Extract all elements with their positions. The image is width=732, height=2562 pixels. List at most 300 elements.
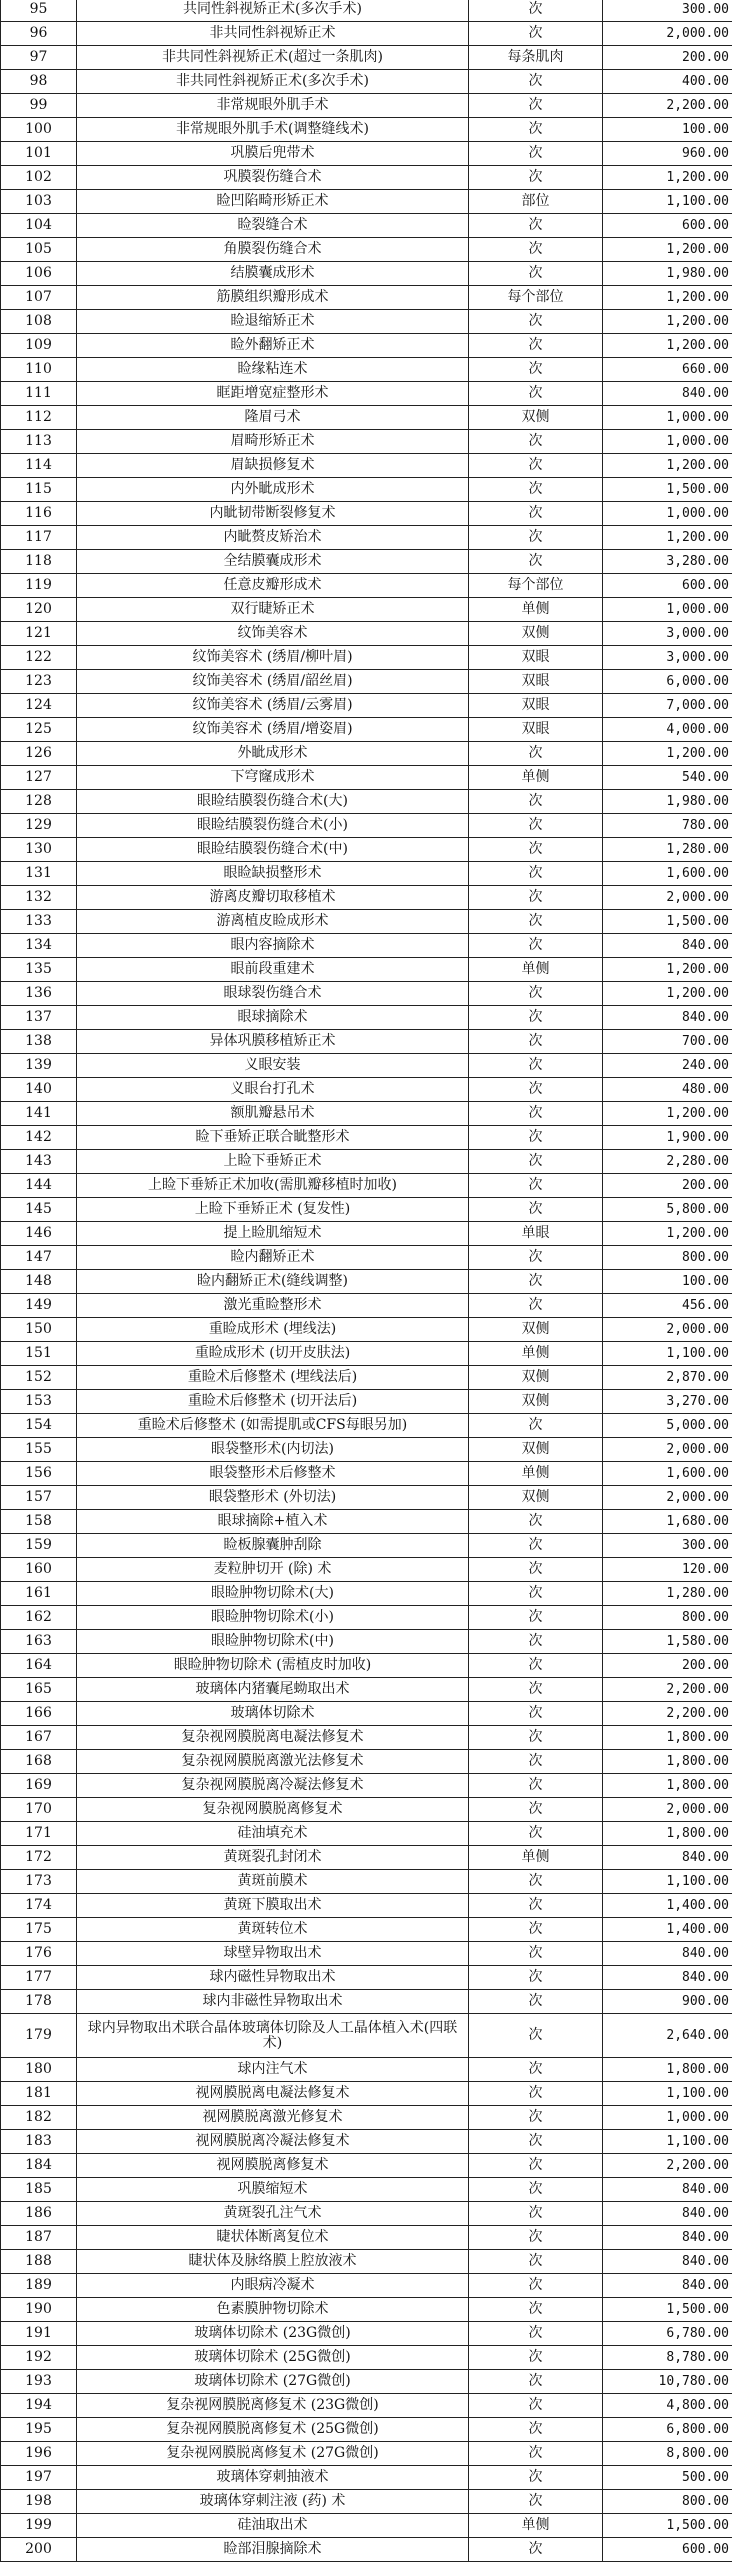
price: 1,000.00 — [603, 502, 732, 526]
price: 240.00 — [603, 1054, 732, 1078]
table-row — [1, 526, 732, 550]
unit: 次 — [469, 430, 603, 454]
row-number: 120 — [1, 598, 77, 622]
table-row — [1, 238, 732, 262]
table-row — [1, 454, 732, 478]
table-row — [1, 286, 732, 310]
table-row — [1, 670, 732, 694]
price: 1,280.00 — [603, 1582, 732, 1606]
procedure-name: 内眼病冷凝术 — [77, 2274, 469, 2298]
row-number: 187 — [1, 2226, 77, 2250]
price: 4,800.00 — [603, 2394, 732, 2418]
price: 456.00 — [603, 1294, 732, 1318]
row-number: 193 — [1, 2370, 77, 2394]
row-number: 111 — [1, 382, 77, 406]
price: 3,270.00 — [603, 1390, 732, 1414]
unit: 次 — [469, 142, 603, 166]
table-row — [1, 2442, 732, 2466]
price: 2,870.00 — [603, 1366, 732, 1390]
price: 1,200.00 — [603, 1222, 732, 1246]
unit: 次 — [469, 1198, 603, 1222]
table-row — [1, 1918, 732, 1942]
row-number: 195 — [1, 2418, 77, 2442]
unit: 次 — [469, 262, 603, 286]
procedure-name: 硅油取出术 — [77, 2514, 469, 2538]
table-row — [1, 2202, 732, 2226]
unit: 次 — [469, 2058, 603, 2082]
price: 840.00 — [603, 1006, 732, 1030]
table-row — [1, 2298, 732, 2322]
unit: 次 — [469, 1798, 603, 1822]
row-number: 101 — [1, 142, 77, 166]
table-row — [1, 166, 732, 190]
row-number: 112 — [1, 406, 77, 430]
procedure-name: 外眦成形术 — [77, 742, 469, 766]
table-row — [1, 2538, 732, 2562]
price: 1,900.00 — [603, 1126, 732, 1150]
unit: 次 — [469, 1078, 603, 1102]
procedure-name: 玻璃体切除术 (27G微创) — [77, 2370, 469, 2394]
unit: 单侧 — [469, 958, 603, 982]
price-list-body — [1, 0, 732, 2562]
unit: 次 — [469, 2082, 603, 2106]
price: 6,780.00 — [603, 2322, 732, 2346]
unit: 次 — [469, 358, 603, 382]
price: 1,200.00 — [603, 742, 732, 766]
procedure-name: 玻璃体切除术 (23G微创) — [77, 2322, 469, 2346]
procedure-name: 游离植皮睑成形术 — [77, 910, 469, 934]
row-number: 135 — [1, 958, 77, 982]
row-number: 132 — [1, 886, 77, 910]
price: 2,200.00 — [603, 1678, 732, 1702]
row-number: 191 — [1, 2322, 77, 2346]
unit: 次 — [469, 238, 603, 262]
table-row — [1, 1894, 732, 1918]
price: 500.00 — [603, 2466, 732, 2490]
row-number: 109 — [1, 334, 77, 358]
unit: 单侧 — [469, 1342, 603, 1366]
procedure-name: 麦粒肿切开 (除) 术 — [77, 1558, 469, 1582]
price: 1,800.00 — [603, 1774, 732, 1798]
price: 960.00 — [603, 142, 732, 166]
row-number: 199 — [1, 2514, 77, 2538]
procedure-name: 眼睑结膜裂伤缝合术(小) — [77, 814, 469, 838]
unit: 次 — [469, 1870, 603, 1894]
row-number: 167 — [1, 1726, 77, 1750]
table-row — [1, 574, 732, 598]
procedure-name: 眼球摘除术 — [77, 1006, 469, 1030]
table-row — [1, 1774, 732, 1798]
price: 6,000.00 — [603, 670, 732, 694]
unit: 次 — [469, 1894, 603, 1918]
table-row — [1, 1198, 732, 1222]
procedure-name: 玻璃体穿刺抽液术 — [77, 2466, 469, 2490]
procedure-name: 眉畸形矫正术 — [77, 430, 469, 454]
table-row — [1, 1846, 732, 1870]
price: 3,000.00 — [603, 646, 732, 670]
price: 1,680.00 — [603, 1510, 732, 1534]
row-number: 147 — [1, 1246, 77, 1270]
procedure-name: 睫状体断离复位术 — [77, 2226, 469, 2250]
price: 780.00 — [603, 814, 732, 838]
price: 1,200.00 — [603, 286, 732, 310]
row-number: 153 — [1, 1390, 77, 1414]
price: 3,000.00 — [603, 622, 732, 646]
table-row — [1, 22, 732, 46]
row-number: 105 — [1, 238, 77, 262]
table-row — [1, 1654, 732, 1678]
row-number: 189 — [1, 2274, 77, 2298]
table-row — [1, 2250, 732, 2274]
table-row — [1, 1966, 732, 1990]
unit: 次 — [469, 1126, 603, 1150]
unit: 次 — [469, 70, 603, 94]
procedure-name: 纹饰美容术 (绣眉/增姿眉) — [77, 718, 469, 742]
procedure-name: 复杂视网膜脱离修复术 — [77, 1798, 469, 1822]
table-row — [1, 1030, 732, 1054]
price: 1,000.00 — [603, 406, 732, 430]
row-number: 157 — [1, 1486, 77, 1510]
row-number: 143 — [1, 1150, 77, 1174]
row-number: 186 — [1, 2202, 77, 2226]
table-row — [1, 70, 732, 94]
unit: 次 — [469, 1558, 603, 1582]
price: 1,100.00 — [603, 2130, 732, 2154]
row-number: 117 — [1, 526, 77, 550]
unit: 双侧 — [469, 1318, 603, 1342]
procedure-name: 非常规眼外肌手术 — [77, 94, 469, 118]
unit: 双侧 — [469, 622, 603, 646]
table-row — [1, 886, 732, 910]
price: 1,980.00 — [603, 262, 732, 286]
unit: 次 — [469, 910, 603, 934]
price: 200.00 — [603, 1174, 732, 1198]
procedure-name: 纹饰美容术 (绣眉/柳叶眉) — [77, 646, 469, 670]
unit: 次 — [469, 1774, 603, 1798]
procedure-name: 眼睑肿物切除术(大) — [77, 1582, 469, 1606]
unit: 次 — [469, 2178, 603, 2202]
procedure-name: 眼球摘除+植入术 — [77, 1510, 469, 1534]
unit: 次 — [469, 2014, 603, 2058]
table-row — [1, 2178, 732, 2202]
row-number: 141 — [1, 1102, 77, 1126]
price: 1,200.00 — [603, 958, 732, 982]
table-row — [1, 2322, 732, 2346]
row-number: 150 — [1, 1318, 77, 1342]
table-row — [1, 2466, 732, 2490]
table-row — [1, 1582, 732, 1606]
row-number: 96 — [1, 22, 77, 46]
table-row — [1, 766, 732, 790]
unit: 次 — [469, 2226, 603, 2250]
row-number: 124 — [1, 694, 77, 718]
unit: 次 — [469, 1630, 603, 1654]
unit: 次 — [469, 1582, 603, 1606]
procedure-name: 内眦赘皮矫治术 — [77, 526, 469, 550]
row-number: 114 — [1, 454, 77, 478]
row-number: 119 — [1, 574, 77, 598]
procedure-name: 玻璃体切除术 (25G微创) — [77, 2346, 469, 2370]
price: 900.00 — [603, 1990, 732, 2014]
procedure-name: 纹饰美容术 (绣眉/云雾眉) — [77, 694, 469, 718]
price: 1,000.00 — [603, 598, 732, 622]
price: 8,780.00 — [603, 2346, 732, 2370]
procedure-name: 重睑术后修整术 (埋线法后) — [77, 1366, 469, 1390]
procedure-name: 色素膜肿物切除术 — [77, 2298, 469, 2322]
unit: 次 — [469, 0, 603, 22]
price: 1,580.00 — [603, 1630, 732, 1654]
table-row — [1, 190, 732, 214]
row-number: 198 — [1, 2490, 77, 2514]
table-row — [1, 598, 732, 622]
procedure-name: 黄斑前膜术 — [77, 1870, 469, 1894]
row-number: 95 — [1, 0, 77, 22]
procedure-name: 内外眦成形术 — [77, 478, 469, 502]
price: 5,000.00 — [603, 1414, 732, 1438]
price: 1,500.00 — [603, 478, 732, 502]
row-number: 127 — [1, 766, 77, 790]
unit: 次 — [469, 550, 603, 574]
price: 8,800.00 — [603, 2442, 732, 2466]
table-row — [1, 1414, 732, 1438]
price: 1,800.00 — [603, 1726, 732, 1750]
procedure-name: 黄斑裂孔注气术 — [77, 2202, 469, 2226]
unit: 次 — [469, 2106, 603, 2130]
table-row — [1, 1270, 732, 1294]
row-number: 137 — [1, 1006, 77, 1030]
row-number: 146 — [1, 1222, 77, 1246]
price: 1,200.00 — [603, 310, 732, 334]
price: 1,100.00 — [603, 2082, 732, 2106]
procedure-name: 重睑成形术 (切开皮肤法) — [77, 1342, 469, 1366]
procedure-name: 眼袋整形术 (外切法) — [77, 1486, 469, 1510]
procedure-name: 黄斑下膜取出术 — [77, 1894, 469, 1918]
row-number: 170 — [1, 1798, 77, 1822]
row-number: 160 — [1, 1558, 77, 1582]
table-row — [1, 2106, 732, 2130]
table-row — [1, 334, 732, 358]
row-number: 123 — [1, 670, 77, 694]
price: 1,200.00 — [603, 238, 732, 262]
row-number: 197 — [1, 2466, 77, 2490]
table-row — [1, 0, 732, 22]
price: 1,200.00 — [603, 454, 732, 478]
unit: 次 — [469, 982, 603, 1006]
table-row — [1, 502, 732, 526]
procedure-name: 重睑术后修整术 (切开法后) — [77, 1390, 469, 1414]
unit: 次 — [469, 310, 603, 334]
procedure-name: 重睑成形术 (埋线法) — [77, 1318, 469, 1342]
row-number: 196 — [1, 2442, 77, 2466]
unit: 次 — [469, 2418, 603, 2442]
unit: 次 — [469, 1654, 603, 1678]
row-number: 126 — [1, 742, 77, 766]
table-row — [1, 310, 732, 334]
row-number: 166 — [1, 1702, 77, 1726]
table-row — [1, 1798, 732, 1822]
procedure-name: 睑下垂矫正联合眦整形术 — [77, 1126, 469, 1150]
price: 540.00 — [603, 766, 732, 790]
procedure-name: 非共同性斜视矫正术 — [77, 22, 469, 46]
procedure-name: 玻璃体切除术 — [77, 1702, 469, 1726]
table-row — [1, 262, 732, 286]
price: 1,200.00 — [603, 166, 732, 190]
table-row — [1, 2082, 732, 2106]
row-number: 161 — [1, 1582, 77, 1606]
table-row — [1, 118, 732, 142]
table-row — [1, 1510, 732, 1534]
table-row — [1, 2346, 732, 2370]
price: 2,200.00 — [603, 2154, 732, 2178]
price: 2,000.00 — [603, 1486, 732, 1510]
unit: 次 — [469, 1702, 603, 1726]
row-number: 102 — [1, 166, 77, 190]
price: 600.00 — [603, 2538, 732, 2562]
unit: 次 — [469, 838, 603, 862]
procedure-name: 球壁异物取出术 — [77, 1942, 469, 1966]
row-number: 99 — [1, 94, 77, 118]
row-number: 174 — [1, 1894, 77, 1918]
unit: 次 — [469, 2538, 603, 2562]
table-row — [1, 1558, 732, 1582]
table-row — [1, 550, 732, 574]
procedure-name: 内眦韧带断裂修复术 — [77, 502, 469, 526]
procedure-name: 黄斑转位术 — [77, 1918, 469, 1942]
unit: 次 — [469, 1534, 603, 1558]
procedure-name: 眼睑结膜裂伤缝合术(大) — [77, 790, 469, 814]
table-row — [1, 934, 732, 958]
procedure-name: 睑板腺囊肿刮除 — [77, 1534, 469, 1558]
row-number: 179 — [1, 2014, 77, 2058]
table-row — [1, 1390, 732, 1414]
table-row — [1, 1438, 732, 1462]
unit: 每个部位 — [469, 286, 603, 310]
table-row — [1, 1366, 732, 1390]
row-number: 192 — [1, 2346, 77, 2370]
price: 1,500.00 — [603, 2298, 732, 2322]
unit: 次 — [469, 2202, 603, 2226]
table-row — [1, 1726, 732, 1750]
procedure-name: 非共同性斜视矫正术(多次手术) — [77, 70, 469, 94]
price: 2,200.00 — [603, 94, 732, 118]
row-number: 138 — [1, 1030, 77, 1054]
price: 1,800.00 — [603, 1822, 732, 1846]
price: 840.00 — [603, 2178, 732, 2202]
procedure-name: 视网膜脱离电凝法修复术 — [77, 2082, 469, 2106]
table-row — [1, 1318, 732, 1342]
table-row — [1, 1150, 732, 1174]
table-row — [1, 2014, 732, 2058]
price: 200.00 — [603, 46, 732, 70]
table-row — [1, 214, 732, 238]
row-number: 98 — [1, 70, 77, 94]
price: 600.00 — [603, 574, 732, 598]
procedure-name: 额肌瓣悬吊术 — [77, 1102, 469, 1126]
row-number: 118 — [1, 550, 77, 574]
row-number: 110 — [1, 358, 77, 382]
procedure-name: 义眼台打孔术 — [77, 1078, 469, 1102]
unit: 次 — [469, 1030, 603, 1054]
procedure-name: 任意皮瓣形成术 — [77, 574, 469, 598]
price: 1,100.00 — [603, 1870, 732, 1894]
price: 300.00 — [603, 0, 732, 22]
unit: 次 — [469, 1990, 603, 2014]
procedure-name: 睑裂缝合术 — [77, 214, 469, 238]
unit: 单侧 — [469, 598, 603, 622]
table-row — [1, 982, 732, 1006]
unit: 次 — [469, 2154, 603, 2178]
row-number: 172 — [1, 1846, 77, 1870]
unit: 双眼 — [469, 646, 603, 670]
row-number: 158 — [1, 1510, 77, 1534]
unit: 双侧 — [469, 1486, 603, 1510]
unit: 次 — [469, 1006, 603, 1030]
row-number: 129 — [1, 814, 77, 838]
table-row — [1, 1054, 732, 1078]
unit: 单眼 — [469, 1222, 603, 1246]
price: 840.00 — [603, 382, 732, 406]
unit: 次 — [469, 2322, 603, 2346]
price: 1,000.00 — [603, 430, 732, 454]
price: 1,200.00 — [603, 1102, 732, 1126]
table-row — [1, 406, 732, 430]
price: 840.00 — [603, 2250, 732, 2274]
price: 840.00 — [603, 2274, 732, 2298]
unit: 部位 — [469, 190, 603, 214]
price: 1,280.00 — [603, 838, 732, 862]
table-row — [1, 862, 732, 886]
row-number: 184 — [1, 2154, 77, 2178]
unit: 次 — [469, 1246, 603, 1270]
price: 1,980.00 — [603, 790, 732, 814]
row-number: 159 — [1, 1534, 77, 1558]
price: 840.00 — [603, 934, 732, 958]
procedure-name: 上睑下垂矫正术加收(需肌瓣移植时加收) — [77, 1174, 469, 1198]
unit: 双侧 — [469, 406, 603, 430]
row-number: 149 — [1, 1294, 77, 1318]
row-number: 136 — [1, 982, 77, 1006]
price: 2,000.00 — [603, 1798, 732, 1822]
procedure-name: 游离皮瓣切取移植术 — [77, 886, 469, 910]
table-row — [1, 1870, 732, 1894]
price: 3,280.00 — [603, 550, 732, 574]
procedure-name: 筋膜组织瓣形成术 — [77, 286, 469, 310]
price: 840.00 — [603, 2202, 732, 2226]
table-row — [1, 814, 732, 838]
price: 6,800.00 — [603, 2418, 732, 2442]
unit: 次 — [469, 1966, 603, 1990]
procedure-name: 全结膜囊成形术 — [77, 550, 469, 574]
table-row — [1, 142, 732, 166]
price: 4,000.00 — [603, 718, 732, 742]
procedure-name: 视网膜脱离激光修复术 — [77, 2106, 469, 2130]
unit: 次 — [469, 1414, 603, 1438]
procedure-name: 眼睑肿物切除术(中) — [77, 1630, 469, 1654]
procedure-name: 激光重睑整形术 — [77, 1294, 469, 1318]
table-row — [1, 958, 732, 982]
row-number: 181 — [1, 2082, 77, 2106]
table-row — [1, 2058, 732, 2082]
table-row — [1, 910, 732, 934]
procedure-name: 复杂视网膜脱离修复术 (25G微创) — [77, 2418, 469, 2442]
unit: 次 — [469, 2298, 603, 2322]
row-number: 100 — [1, 118, 77, 142]
row-number: 177 — [1, 1966, 77, 1990]
row-number: 175 — [1, 1918, 77, 1942]
price: 480.00 — [603, 1078, 732, 1102]
price: 100.00 — [603, 1270, 732, 1294]
unit: 次 — [469, 1822, 603, 1846]
